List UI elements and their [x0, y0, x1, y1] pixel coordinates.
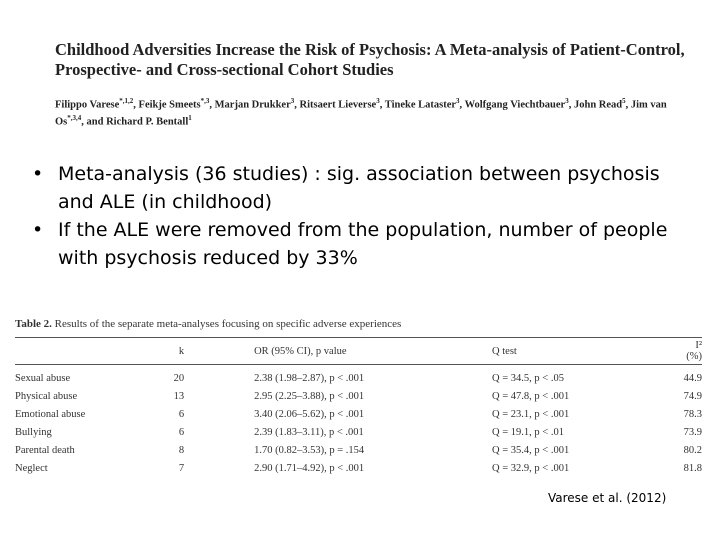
author-affiliation: *,3,4: [67, 113, 82, 122]
table-cell: Bullying: [15, 426, 52, 438]
table-cell: Q = 34.5, p < .05: [492, 372, 564, 384]
author-affiliation: 3: [376, 97, 380, 105]
table-cell: 6: [178, 426, 185, 438]
author-name: Ritsaert Lieverse: [299, 99, 377, 111]
table-cell: 78.3: [683, 408, 702, 420]
table-cell: 44.9: [683, 372, 702, 384]
table-cell: 81.8: [683, 462, 702, 474]
author-affiliation: 3: [290, 97, 295, 105]
table-cell: 80.2: [683, 444, 702, 456]
table-header-cell: k: [178, 345, 185, 357]
table-cell: 7: [178, 462, 185, 474]
table-header-cell: [15, 338, 158, 365]
table-cell: Q = 47.8, p < .001: [492, 390, 570, 402]
bullet-item: • Meta-analysis (36 studies) : sig. association between psychosis and ALE (in childhood): [30, 160, 700, 216]
table-cell: 8: [178, 444, 185, 456]
table-cell: Physical abuse: [15, 390, 78, 402]
results-table: [15, 337, 702, 477]
citation: Varese et al. (2012): [548, 491, 667, 505]
table-cell: 2.90 (1.71–4.92), p < .001: [254, 462, 365, 474]
bullet-list: [30, 160, 700, 272]
author-name: Jim van Os: [55, 99, 667, 127]
author-affiliation: 5: [622, 97, 626, 105]
table-cell: 2.39 (1.83–3.11), p < .001: [254, 426, 364, 438]
paper-title: Childhood Adversities Increase the Risk of Psychosis: A Meta-analysis of Patient-Control, Prospective- and Cross-sectional Cohort Studies: [55, 40, 685, 79]
table-caption: [15, 318, 401, 330]
table-cell: 2.38 (1.98–2.87), p < .001: [254, 372, 365, 384]
table-cell: 2.95 (2.25–3.88), p < .001: [254, 390, 365, 402]
author-name: Richard P. Bentall: [106, 116, 189, 127]
table-cell: 6: [178, 408, 185, 420]
author-affiliation: 3: [565, 97, 569, 105]
table-cell: Parental death: [15, 444, 75, 456]
table-header-cell: Q test: [492, 345, 517, 357]
author-affiliation: *,1,2: [119, 97, 134, 105]
table-row: [15, 423, 702, 441]
table-row: [15, 441, 702, 459]
table-caption-text: Results of the separate meta-analyses focusing on specific adverse experiences: [54, 318, 402, 330]
table-cell: Q = 23.1, p < .001: [492, 408, 570, 420]
table-cell: 13: [173, 390, 185, 402]
table-row: [15, 365, 702, 388]
table-cell: 73.9: [683, 426, 702, 438]
author-name: Feikje Smeets: [138, 99, 201, 111]
author-list: Filippo Varese$^{*,1,2}$, Feikje Smeets$^{*,3}$, Marjan Drukker$^3$, Ritsaert Lieverse$^3$, Tineke Lataster$^3$, Wolfgang Viechtbauer$^3$, John Read$^5$, Jim van $Os^{*,3,4}$, and Richard P. Bentall$^1$: [55, 97, 667, 127]
table-cell: Q = 35.4, p < .001: [492, 444, 570, 456]
table-caption-label: Table 2.: [15, 318, 52, 330]
author-affiliation: *,3: [200, 97, 210, 105]
author-name: Filippo Varese: [55, 99, 120, 111]
author-name: Marjan Drukker: [214, 99, 291, 111]
table-cell: 3.40 (2.06–5.62), p < .001: [254, 408, 365, 420]
table-row: [15, 459, 702, 477]
table-cell: Q = 19.1, p < .01: [492, 426, 564, 438]
author-affiliation: 1: [188, 113, 192, 122]
table-row: [15, 405, 702, 423]
author-name: Wolfgang Viechtbauer: [464, 99, 566, 111]
table-row: [15, 387, 702, 405]
table-cell: 74.9: [683, 390, 702, 402]
table-cell: 1.70 (0.82–3.53), p = .154: [254, 444, 365, 456]
table-cell: Neglect: [15, 462, 48, 474]
table-cell: Q = 32.9, p < .001: [492, 462, 570, 474]
table-cell: Emotional abuse: [15, 408, 86, 420]
table-header-cell: I² (%): [686, 340, 702, 362]
author-name: John Read: [573, 99, 623, 111]
table-cell: 20: [173, 372, 185, 384]
table-cell: Sexual abuse: [15, 372, 71, 384]
bullet-item: • If the ALE were removed from the population, number of people with psychosis reduced by 33%: [30, 216, 700, 272]
table-header-row: [15, 338, 702, 365]
author-name: Tineke Lataster: [384, 99, 457, 111]
author-affiliation: 3: [456, 97, 460, 105]
table-header-cell: OR (95% CI), p value: [254, 345, 347, 357]
